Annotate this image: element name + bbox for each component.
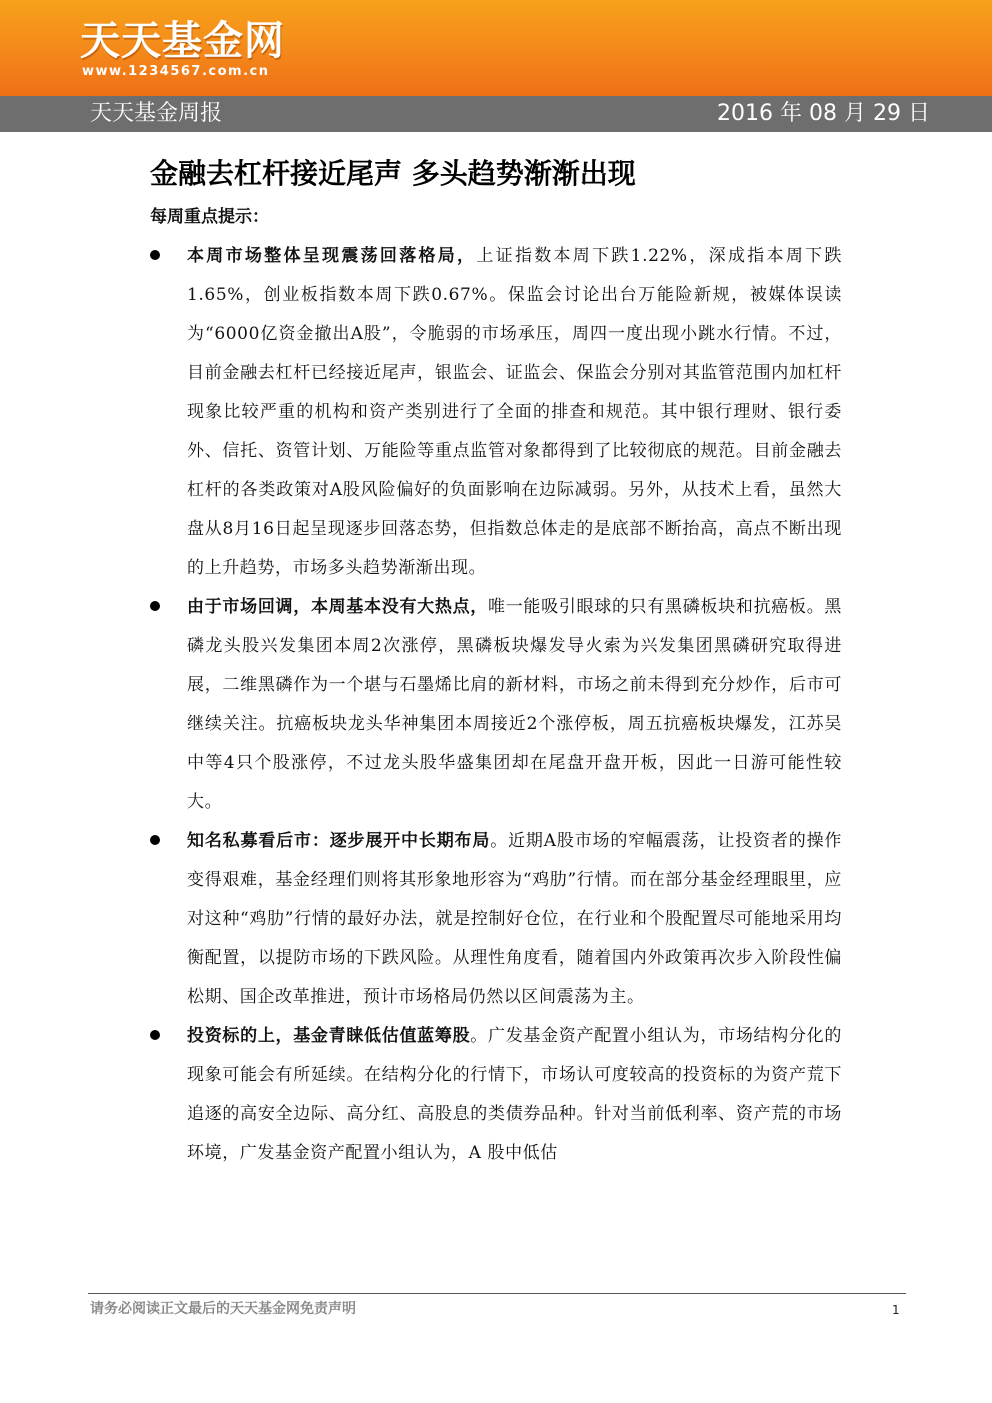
- report-name: 天天基金周报: [90, 101, 223, 126]
- page-number: 1: [892, 1303, 900, 1317]
- list-item: [150, 1017, 842, 1173]
- report-date: 2016 年 08 月 29 日: [717, 101, 930, 126]
- paragraph-lead: 知名私募看后市：逐步展开中长期布局: [187, 831, 491, 851]
- bullet-icon: [150, 1030, 160, 1040]
- bullet-icon: [150, 835, 160, 845]
- paragraph-text: 。广发基金资产配置小组认为，市场结构分化的现象可能会有所延续。在结构分化的行情下，市场认可度较高的投资标的为资产荒下追逐的高安全边际、高分红、高股息的类债券品种。针对当前低利率、资产荒的市场环境，广发基金资产配置小组认为，A 股中低估: [187, 1026, 842, 1163]
- bullet-icon: [150, 601, 160, 611]
- paragraph-lead: 本周市场整体呈现震荡回落格局，: [187, 246, 477, 266]
- footer-disclaimer: 请务必阅读正文最后的天天基金网免责声明: [90, 1301, 356, 1317]
- footer-divider: [88, 1293, 906, 1294]
- paragraph: [187, 822, 842, 1017]
- page-title: 金融去杠杆接近尾声 多头趋势渐渐出现: [150, 157, 636, 190]
- paragraph: [187, 588, 842, 822]
- paragraph: [187, 237, 842, 588]
- header-banner: [0, 0, 992, 96]
- paragraph-text: 唯一能吸引眼球的只有黑磷板块和抗癌板。黑磷龙头股兴发集团本周2次涨停，黑磷板块爆发导火索为兴发集团黑磷研究取得进展，二维黑磷作为一个堪与石墨烯比肩的新材料，市场之前未得到充分炒作，后市可继续关注。抗癌板块龙头华神集团本周接近2个涨停板，周五抗癌板块爆发，江苏吴中等4只个股涨停，不过龙头股华盛集团却在尾盘开盘开板，因此一日游可能性较大。: [187, 597, 843, 812]
- bullet-icon: [150, 250, 160, 260]
- list-item: [150, 588, 842, 822]
- paragraph: [187, 1017, 842, 1173]
- list-item: [150, 822, 842, 1017]
- paragraph-text: 。近期A股市场的窄幅震荡，让投资者的操作变得艰难，基金经理们则将其形象地形容为“鸡肋”行情。而在部分基金经理眼里，应对这种“鸡肋”行情的最好办法，就是控制好仓位，在行业和个股配置尽可能地采用均衡配置，以提防市场的下跌风险。从理性角度看，随着国内外政策再次步入阶段性偏松期、国企改革推进，预计市场格局仍然以区间震荡为主。: [187, 831, 843, 1007]
- paragraph-lead: 由于市场回调，本周基本没有大热点，: [187, 597, 488, 617]
- paragraph-text: 上证指数本周下跌1.22%，深成指本周下跌1.65%，创业板指数本周下跌0.67%。保监会讨论出台万能险新规，被媒体误读为“6000亿资金撤出A股”，令脆弱的市场承压，周四一度出现小跳水行情。不过，目前金融去杠杆已经接近尾声，银监会、证监会、保监会分别对其监管范围内加杠杆现象比较严重的机构和资产类别进行了全面的排查和规范。其中银行理财、银行委外、信托、资管计划、万能险等重点监管对象都得到了比较彻底的规范。目前金融去杠杆的各类政策对A股风险偏好的负面影响在边际减弱。另外，从技术上看，虽然大盘从8月16日起呈现逐步回落态势，但指数总体走的是底部不断抬高，高点不断出现的上升趋势，市场多头趋势渐渐出现。: [187, 246, 843, 578]
- report-bar: [0, 96, 992, 132]
- brand-logo: 天天基金网: [80, 18, 285, 64]
- list-item: [150, 237, 842, 588]
- paragraph-lead: 投资标的上，基金青睐低估值蓝筹股: [187, 1026, 471, 1046]
- bullet-list: [150, 237, 842, 1173]
- section-label: 每周重点提示：: [150, 207, 269, 227]
- brand-url: www.1234567.com.cn: [82, 64, 270, 79]
